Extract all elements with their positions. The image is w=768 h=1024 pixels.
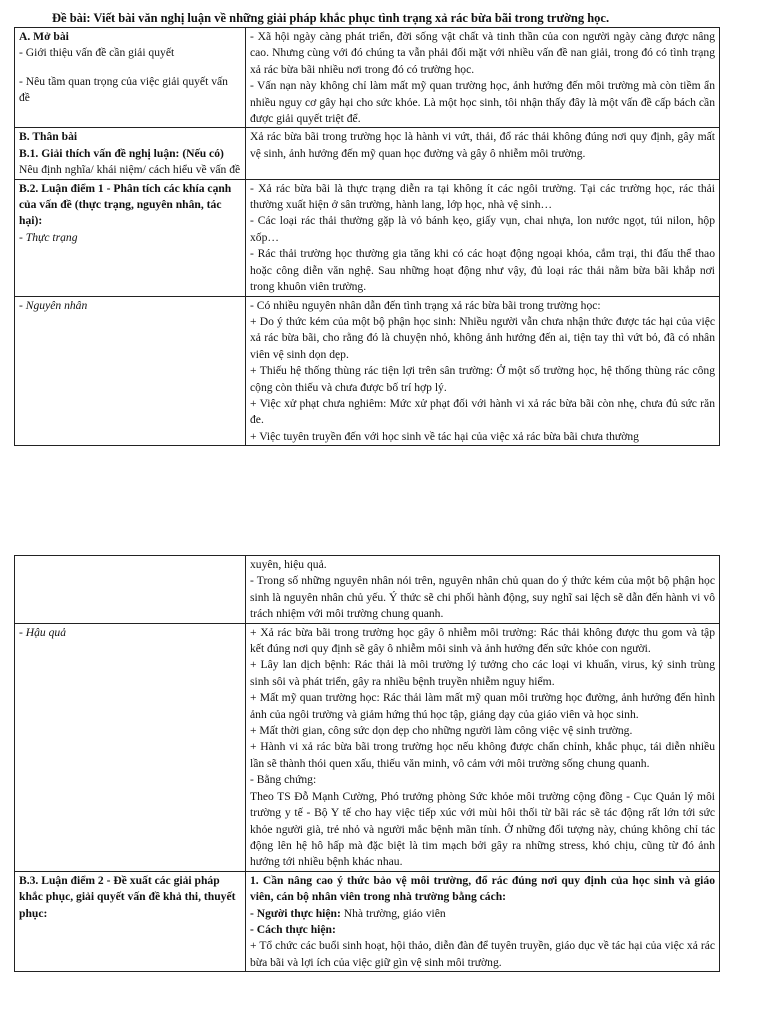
b3-content-cell [246,871,720,971]
nguyen-nhan-left-cell [15,296,246,445]
empty-left-cell [15,556,246,624]
list-item: + Việc xử phạt chưa nghiêm: Mức xử phạt đối với hành vi xả rác bừa bãi còn nhẹ, chưa đủ sức răn đe. [250,396,715,427]
evidence-paragraph: Theo TS Đỗ Mạnh Cường, Phó trưởng phòng Sức khỏe môi trường cộng đồng - Cục Quản lý môi trường y tế - Bộ Y tế cho hay việc tiếp xúc với mùi hôi thối từ bãi rác sẽ tác động rất lớn tới sức khỏe người già, trẻ nhỏ và người mắc bệnh mãn tính. Ở những đối tượng này, chúng không chỉ tác động lên hệ hô hấp mà đặc biệt là tim mạch bởi gây ra những stress, khó chịu, cũng từ đó ảnh hưởng tới nhiều bệnh khác nhau. [250,789,715,869]
list-item: - Trong số những nguyên nhân nói trên, nguyên nhân chủ quan do ý thức kém của một bộ phận học sinh là nguyên nhân chủ yếu. Ý thức sẽ chi phối hành động, suy nghĩ sai lệch sẽ dẫn đến hành vi vô trách nhiệm với môi trường chung quanh. [250,574,715,621]
table-row-mo-bai [15,28,720,128]
table-row-thuc-trang [15,179,720,296]
list-item: xuyên, hiệu quả. [250,558,327,571]
b3-heading: B.3. Luận điểm 2 - Đề xuất các giải pháp khắc phục, giải quyết vấn đề khả thi, thuyết phục: [19,873,236,920]
list-item: + Hành vi xả rác bừa bãi trong trường học nếu không được chấn chỉnh, khắc phục, tái diễn nhiều lần sẽ thành thói quen xấu, thiếu văn minh, vô cảm với môi trường sống chung quanh. [250,740,715,770]
list-item: + Việc tuyên truyền đến với học sinh về tác hại của việc xả rác bừa bãi chưa thường [250,429,639,443]
list-item: + Mất mỹ quan trường học: Rác thải làm mất mỹ quan môi trường học đường, ảnh hưởng đến hình ảnh của ngôi trường và giảm hứng thú học tập, giảng dạy của giáo viên và học sinh. [250,691,715,721]
table-row-hau-qua [15,623,720,871]
table-row-nguyen-nhan [15,296,720,445]
evidence-label: - Bằng chứng: [250,773,317,787]
nguyen-nhan-cont-cell [246,556,720,624]
table-row-nguyen-nhan-cont [15,556,720,624]
table-row-b1 [15,128,720,179]
list-item: + Lây lan dịch bệnh: Rác thải là môi trường lý tưởng cho các loại vi khuẩn, virus, ký sinh trùng sinh sôi và phát triển, gây ra nhiều bệnh truyền nhiễm nguy hiểm. [250,658,715,688]
method-label: - Cách thực hiện: [250,922,336,936]
list-item: + Do ý thức kém của một bộ phận học sinh: Nhiều người vẫn chưa nhận thức được tác hại của việc xả rác bừa bãi, cho rằng đó là chuyện nhỏ, không ảnh hưởng đến ai, tiện tay thì vứt bỏ, đã có nhân viên vệ sinh dọn dẹp. [250,314,715,361]
b1-content-cell [246,128,720,179]
list-item: + Tổ chức các buổi sinh hoạt, hội thảo, diễn đàn để tuyên truyền, giáo dục về tác hại của việc xả rác bừa bãi và lợi ích của việc giữ gìn vệ sinh môi trường. [250,939,715,969]
list-item: + Thiếu hệ thống thùng rác tiện lợi trên sân trường: Ở một số trường học, hệ thống thùng rác công cộng còn thiếu và chưa được bố trí hợp lý. [250,364,715,394]
mo-bai-paragraph: - Vấn nạn này không chỉ làm mất mỹ quan trường học, ảnh hưởng đến môi trường mà còn tiềm ẩn nhiều nguy cơ gây hại cho sức khỏe. Là một học sinh, tôi nhận thấy đây là một vấn đề cấp bách cần được giải quyết triệt để. [250,79,715,126]
b1-paragraph: Xả rác bừa bãi trong trường học là hành vi vứt, thải, đổ rác thải không đúng nơi quy định, gây mất vệ sinh, ảnh hưởng đến mỹ quan học đường và gây ô nhiễm môi trường. [250,130,715,160]
mo-bai-content-cell [246,28,720,128]
executor-value: Nhà trường, giáo viên [340,906,446,920]
than-bai-heading: B. Thân bài [19,130,78,144]
b1-description: Nêu định nghĩa/ khái niệm/ cách hiểu về vấn đề [19,163,241,177]
spacer [19,62,241,74]
mo-bai-paragraph: - Xã hội ngày càng phát triển, đời sống vật chất và tinh thần của con người ngày càng được nâng cao. Nhưng cùng với đó chúng ta vẫn phải đối mặt với nhiều vấn đề nan giải, trong đó có tình trạng xả rác bừa bãi nhiều nơi trong đó có trường học. [250,30,715,76]
nguyen-nhan-content-cell [246,296,720,445]
b1-heading: B.1. Giải thích vấn đề nghị luận: (Nếu có) [19,146,224,160]
hau-qua-content-cell [246,623,720,871]
list-item: - Có nhiều nguyên nhân dẫn đến tình trạng xả rác bừa bãi trong trường học: [250,298,601,312]
b2-left-cell [15,179,246,296]
hau-qua-label: - Hậu quả [19,625,67,639]
list-item: - Xả rác bừa bãi là thực trạng diễn ra tại không ít các ngôi trường. Tại các trường học, rác thải thường xuất hiện ở sân trường, hành lang, lớp học, nhà vệ sinh… [250,181,715,212]
solution-heading: 1. Cần nâng cao ý thức bảo vệ môi trường, đổ rác đúng nơi quy định của học sinh và giáo viên, cán bộ nhân viên trong nhà trường bằng cách: [250,873,715,904]
executor-label: - Người thực hiện: [250,906,341,920]
outline-table-page-2 [14,555,720,972]
mo-bai-heading: A. Mở bài [19,30,69,43]
page-title: Đề bài: Viết bài văn nghị luận về những giải pháp khắc phục tình trạng xả rác bừa bãi trong trường học. [52,11,610,25]
hau-qua-left-cell [15,623,246,871]
b2-heading: B.2. Luận điểm 1 - Phân tích các khía cạnh của vấn đề (thực trạng, nguyên nhân, tác hại): [19,181,232,228]
list-item: + Xả rác bừa bãi trong trường học gây ô nhiễm môi trường: Rác thải không được thu gom và tập kết đúng nơi quy định sẽ gây ô nhiễm môi sinh và ảnh hưởng đến sức khỏe con người. [250,625,715,656]
executor-line [250,906,715,922]
b3-left-cell [15,871,246,971]
thuc-trang-content-cell [246,179,720,296]
list-item: - Các loại rác thải thường gặp là vỏ bánh kẹo, giấy vụn, chai nhựa, lon nước ngọt, túi nilon, hộp xốp… [250,214,715,244]
outline-table-page-1 [14,27,720,446]
mo-bai-item-introduce: - Giới thiệu vấn đề cần giải quyết [19,46,175,60]
b1-left-cell [15,128,246,179]
thuc-trang-label: - Thực trạng [19,230,78,244]
table-row-b3 [15,871,720,971]
mo-bai-item-importance: - Nêu tầm quan trọng của việc giải quyết vấn đề [19,74,228,105]
nguyen-nhan-label: - Nguyên nhân [19,298,88,312]
list-item: - Rác thải trường học thường gia tăng khi có các hoạt động ngoại khóa, cắm trại, thi đấu thể thao hoặc công diễn văn nghệ. Sau những hoạt động như vậy, đủ loại rác thải nằm bừa bãi khắp nơi trong khuôn viên trường. [250,247,715,294]
list-item: + Mất thời gian, công sức dọn dẹp cho những người làm công việc vệ sinh trường. [250,724,633,738]
mo-bai-left-cell [15,28,246,128]
